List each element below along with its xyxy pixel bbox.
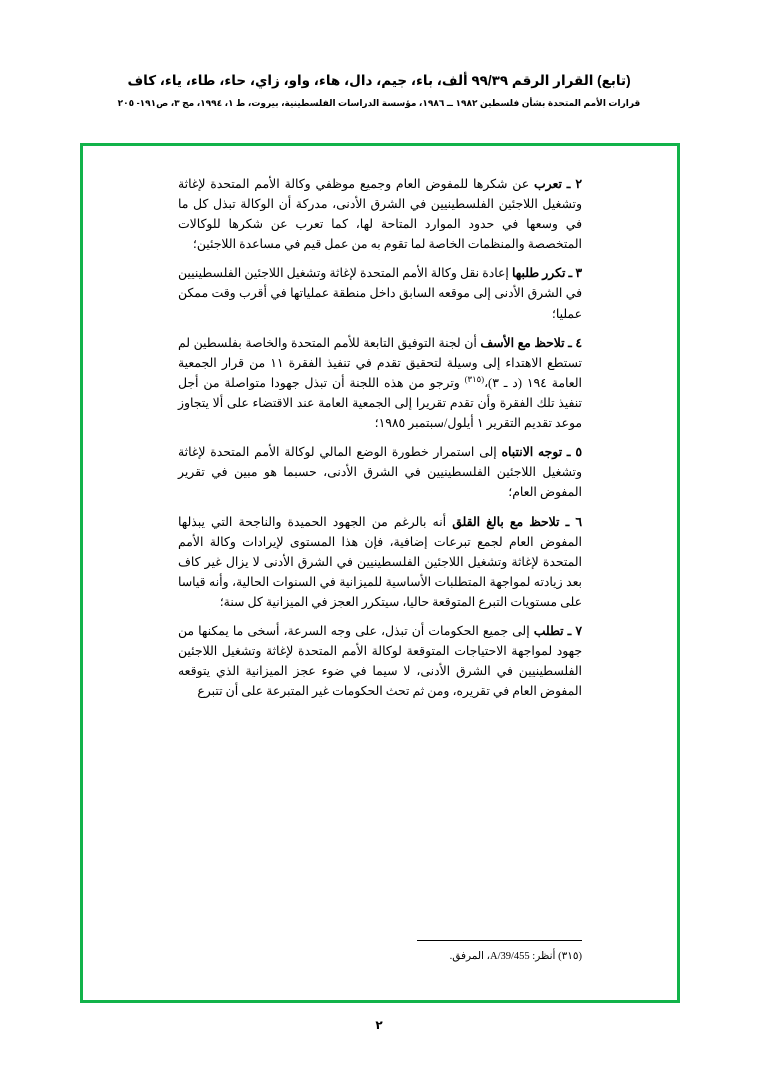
document-body xyxy=(178,174,582,703)
paragraph-4-lead: ٤ ـ تلاحظ مع الأسف xyxy=(480,335,582,350)
paragraph-6 xyxy=(178,512,582,612)
footnote-divider xyxy=(417,940,582,941)
paragraph-3 xyxy=(178,263,582,323)
footnote-text: (٣١٥) أنظر: A/39/455، المرفق. xyxy=(449,951,582,962)
paragraph-3-text: إعادة نقل وكالة الأمم المتحدة لإغاثة وتشغيل اللاجئين الفلسطينيين في الشرق الأدنى إلى موقعه السابق داخل منطقة عملياتها في أقرب وقت ممكن عمليا؛ xyxy=(178,266,582,321)
paragraph-2-lead: ٢ ـ تعرب xyxy=(534,177,582,191)
paragraph-7 xyxy=(178,621,582,701)
header-subtitle: قرارات الأمم المتحدة بشأن فلسطين ١٩٨٢ ــ ١٩٨٦، مؤسسة الدراسات الفلسطينية، بيروت، ط ١، ١٩٩٤، مج ٣، ص١٩١- ٢٠٥ xyxy=(117,97,641,108)
paragraph-6-lead: ٦ ـ تلاحظ مع بالغ القلق xyxy=(452,514,582,529)
paragraph-2 xyxy=(178,174,582,254)
page-number: ٢ xyxy=(375,1018,383,1032)
paragraph-7-lead: ٧ ـ تطلب xyxy=(533,624,582,638)
paragraph-7-text: إلى جميع الحكومات أن تبذل، على وجه السرعة، أسخى ما يمكنها من جهود لمواجهة الاحتياجات المتوقعة لوكالة الأمم المتحدة لإغاثة وتشغيل اللاجئين الفلسطينيين في الشرق الأدنى، لا سيما في ضوء عجز الميزانية الذي يتوقعه المفوض العام في تقريره، ومن ثم تحث الحكومات غير المتبرعة على أن تتبرع xyxy=(178,624,582,699)
paragraph-6-text: أنه بالرغم من الجهود الحميدة والناجحة التي يبذلها المفوض العام لجمع تبرعات إضافية، فإن هذا المستوى لإيرادات وكالة الأمم المتحدة لإغاثة وتشغيل اللاجئين الفلسطينيين في الشرق الأدنى لا يزال غير كاف بعد زيادته لمواجهة المتطلبات الأساسية للميزانية في السنوات الحالية، وأنه قياسا على مستويات التبرع المتوقعة حاليا، سيتكرر العجز في الميزانية كل سنة؛ xyxy=(178,514,582,609)
paragraph-3-lead: ٣ ـ تكرر طلبها xyxy=(511,266,582,281)
paragraph-2-text: عن شكرها للمفوض العام وجميع موظفي وكالة الأمم المتحدة لإغاثة وتشغيل اللاجئين الفلسطينيين في الشرق الأدنى، مدركة أن الوكالة تبذل كل ما في وسعها في حدود الموارد المتاحة لها، كما تعرب عن شكرها للوكالات المتخصصة والمنظمات الخاصة لما تقوم به من عمل قيم في مساعدة اللاجئين؛ xyxy=(178,177,582,252)
page-header xyxy=(0,72,758,109)
paragraph-4 xyxy=(178,333,582,434)
header-title: (تابع) القرار الرقم ٩٩/٣٩ ألف، باء، جيم، دال، هاء، واو، زاي، حاء، طاء، ياء، كاف xyxy=(127,73,631,88)
footnote-marker-315: (٣١٥) xyxy=(464,373,485,384)
paragraph-4-text: أن لجنة التوفيق التابعة للأمم المتحدة والخاصة بفلسطين لم تستطع الاهتداء إلى وسيلة لتحقيق تقدم في تنفيذ الفقرة ١١ من قرار الجمعية العامة ١٩٤ (د ـ ٣)، xyxy=(178,335,582,390)
footnote-area xyxy=(178,940,582,962)
paragraph-4-text-continued: وترجو من هذه اللجنة أن تبذل جهودا متواصلة من أجل تنفيذ تلك الفقرة وأن تقدم تقريرا إلى الجمعية العامة عند الاقتضاء على ألا يتجاوز موعد تقديم التقرير ١ أيلول/سبتمبر ١٩٨٥؛ xyxy=(178,375,582,431)
paragraph-5 xyxy=(178,442,582,502)
green-border-frame xyxy=(80,143,680,1003)
paragraph-5-lead: ٥ ـ توجه الانتباه xyxy=(501,445,583,460)
paragraph-5-text: إلى استمرار خطورة الوضع المالي لوكالة الأمم المتحدة لإغاثة وتشغيل اللاجئين الفلسطينيين في الشرق الأدنى، حسبما هو مبين في تقرير المفوض العام؛ xyxy=(178,445,582,500)
